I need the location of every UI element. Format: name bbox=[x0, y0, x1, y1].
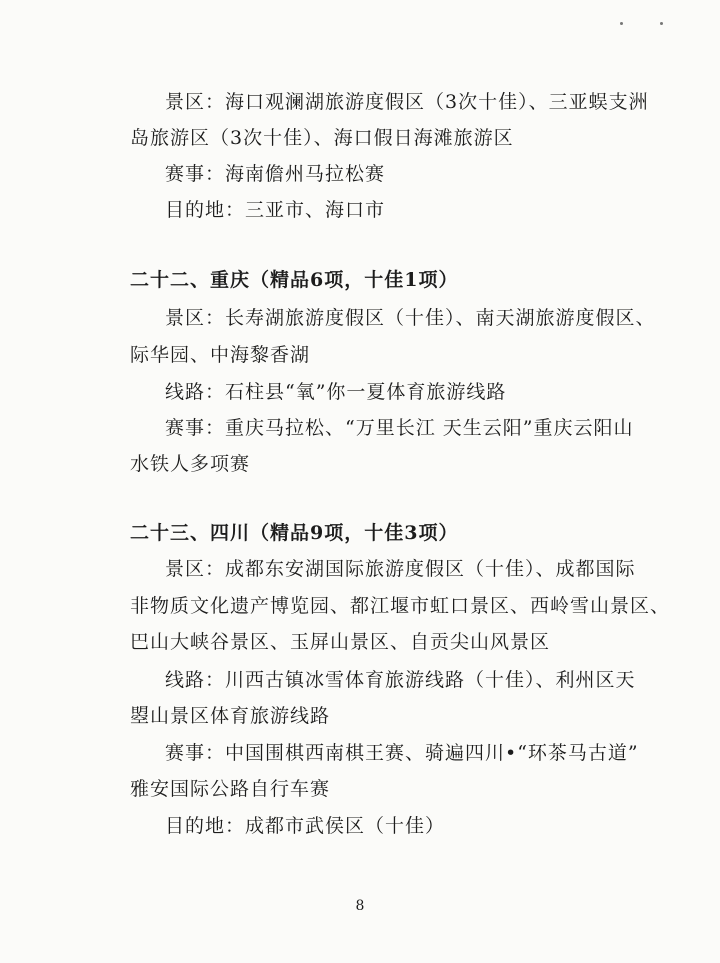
sichuan-route-line-1: 线路：川西古镇冰雪体育旅游线路（十佳）、利州区天 bbox=[165, 669, 636, 691]
scan-speck bbox=[660, 22, 663, 25]
section-heading-chongqing: 二十二、重庆（精品6项，十佳1项） bbox=[130, 269, 459, 291]
sichuan-destination-line: 目的地：成都市武侯区（十佳） bbox=[165, 815, 446, 837]
sichuan-scenic-line-2: 非物质文化遗产博览园、都江堰市虹口景区、西岭雪山景区、 bbox=[130, 595, 671, 617]
hainan-scenic-line-2: 岛旅游区（3次十佳）、海口假日海滩旅游区 bbox=[130, 127, 514, 149]
sichuan-event-line-1: 赛事：中国围棋西南棋王赛、骑遍四川•“环茶马古道” bbox=[165, 742, 639, 764]
chongqing-event-line-2: 水铁人多项赛 bbox=[130, 453, 251, 475]
sichuan-scenic-line-3: 巴山大峡谷景区、玉屏山景区、自贡尖山风景区 bbox=[130, 631, 551, 653]
section-heading-sichuan: 二十三、四川（精品9项，十佳3项） bbox=[130, 522, 459, 544]
page-number: 8 bbox=[355, 898, 365, 914]
sichuan-route-line-2: 曌山景区体育旅游线路 bbox=[130, 705, 331, 727]
chongqing-scenic-line-1: 景区：长寿湖旅游度假区（十佳）、南天湖旅游度假区、 bbox=[165, 307, 656, 329]
chongqing-event-line-1: 赛事：重庆马拉松、“万里长江 天生云阳”重庆云阳山 bbox=[165, 417, 634, 439]
scan-speck bbox=[620, 22, 623, 25]
chongqing-route-line: 线路：石柱县“氧”你一夏体育旅游线路 bbox=[165, 381, 507, 403]
hainan-destination-line: 目的地：三亚市、海口市 bbox=[165, 199, 386, 221]
hainan-event-line: 赛事：海南儋州马拉松赛 bbox=[165, 163, 386, 185]
sichuan-event-line-2: 雅安国际公路自行车赛 bbox=[130, 778, 331, 800]
hainan-scenic-line-1: 景区：海口观澜湖旅游度假区（3次十佳）、三亚蜈支洲 bbox=[165, 91, 649, 113]
sichuan-scenic-line-1: 景区：成都东安湖国际旅游度假区（十佳）、成都国际 bbox=[165, 558, 636, 580]
chongqing-scenic-line-2: 际华园、中海黎香湖 bbox=[130, 344, 311, 366]
